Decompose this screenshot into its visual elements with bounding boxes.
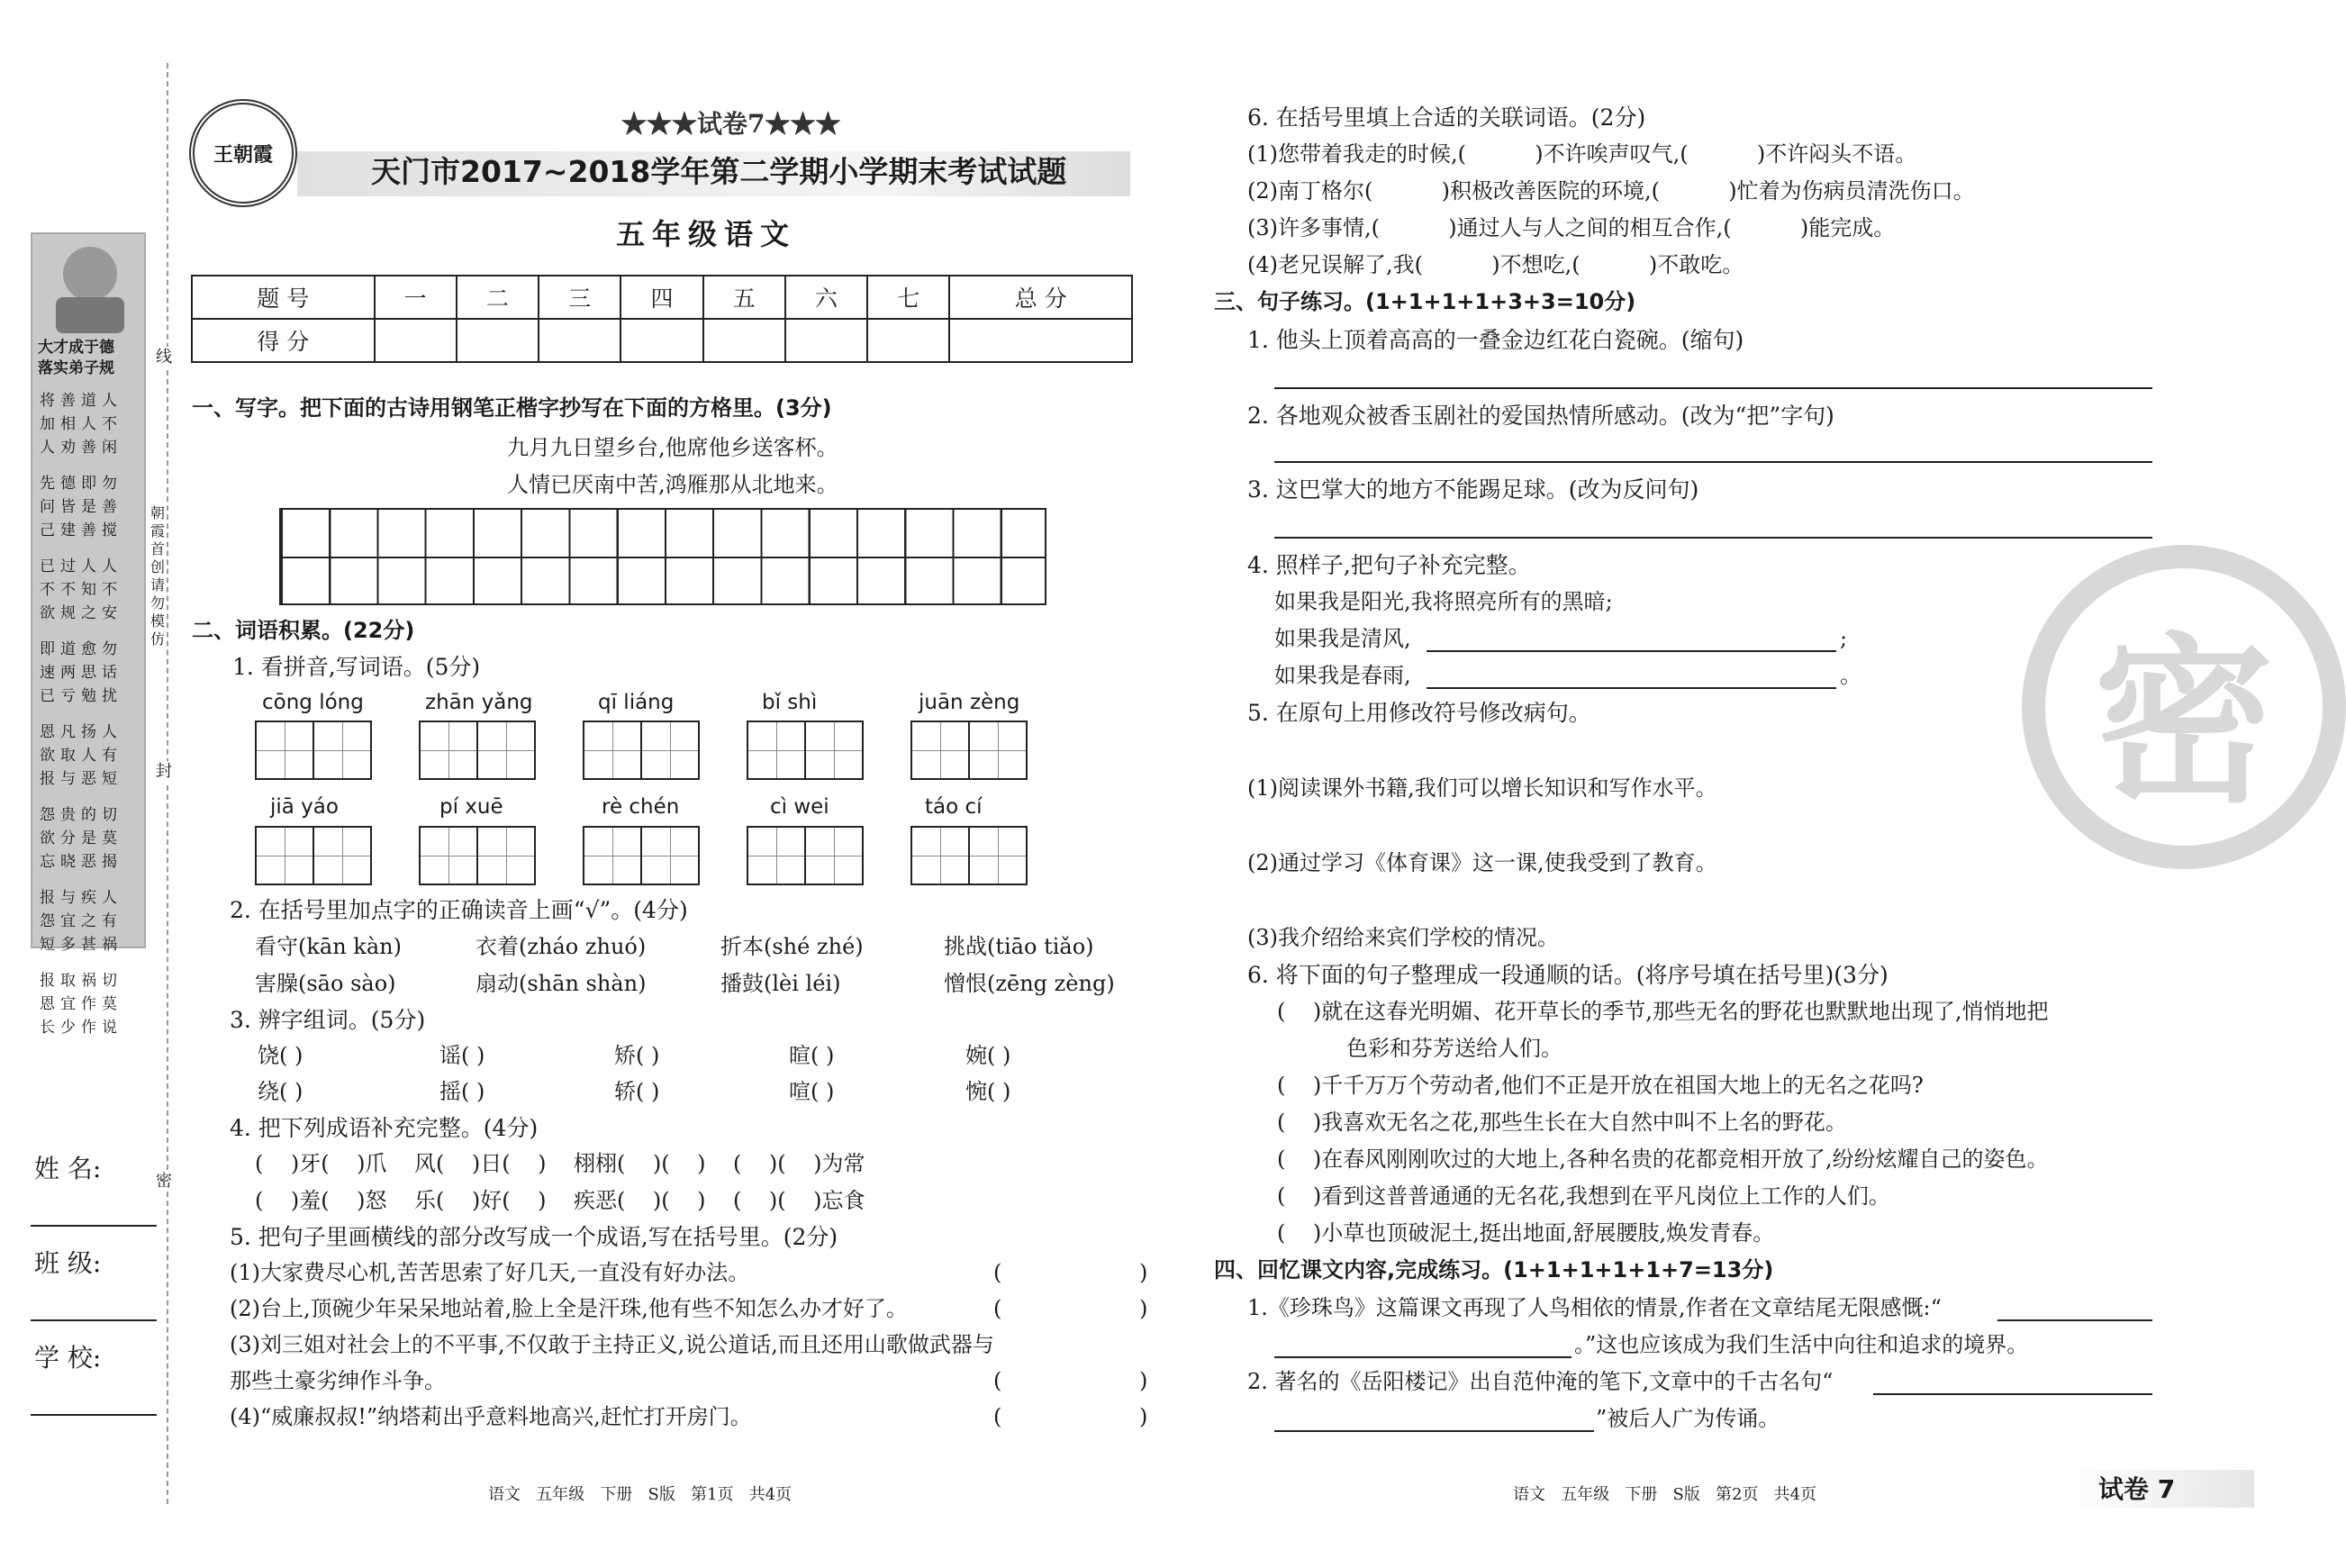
class-field[interactable] <box>31 1319 157 1321</box>
answer-line[interactable] <box>1274 537 2152 539</box>
s3-q4-example: 如果我是阳光,我将照亮所有的黑暗; <box>1274 589 1613 614</box>
q6-1[interactable]: (1)您带着我走的时候,( )不许唉声叹气,( )不许闷头不语。 <box>1247 141 1917 167</box>
pinyin-box[interactable] <box>255 826 370 885</box>
pinyin-box[interactable] <box>419 826 534 885</box>
char-item[interactable]: 饶( ) <box>258 1043 303 1068</box>
pinyin-box[interactable] <box>255 721 370 780</box>
pinyin: juān zèng <box>919 691 1020 714</box>
pinyin: bǐ shì <box>762 691 818 714</box>
reading-item[interactable]: 看守(kān kàn) <box>255 934 402 959</box>
poem-line-1: 九月九日望乡台,他席他乡送客杯。 <box>507 435 838 460</box>
q6-3[interactable]: (3)许多事情,( )通过人与人之间的相互合作,( )能完成。 <box>1247 215 1896 240</box>
footer-left: 语文 五年级 下册 S版 第1页 共4页 <box>488 1485 793 1504</box>
pinyin-box[interactable] <box>747 826 862 885</box>
order-item[interactable]: ( )就在这春光明媚、花开草长的季节,那些无名的野花也默默地出现了,悄悄地把 <box>1277 999 2049 1024</box>
s4-q1a: 1.《珍珠鸟》这篇课文再现了人鸟相依的情景,作者在文章结尾无限感慨:“ <box>1247 1295 1942 1320</box>
reading-item[interactable]: 折本(shé zhé) <box>720 934 864 959</box>
answer-paren[interactable]: ( ) <box>993 1404 1148 1429</box>
char-item[interactable]: 暄( ) <box>789 1043 835 1068</box>
school-field[interactable] <box>31 1414 157 1416</box>
pinyin: cì wei <box>770 795 829 819</box>
s2-q2: 2. 在括号里加点字的正确读音上画“√”。(4分) <box>230 897 688 923</box>
char-item[interactable]: 喧( ) <box>789 1079 835 1104</box>
s2-q4: 4. 把下列成语补充完整。(4分) <box>230 1115 539 1141</box>
pinyin: táo cí <box>925 795 983 819</box>
motto-1: 大才成于德 <box>38 339 114 357</box>
school-label: 学 校: <box>34 1343 102 1373</box>
copyright-note: 朝霞首创 请勿模仿 <box>150 504 166 648</box>
s3-q1: 1. 他头上顶着高高的一叠金边红花白瓷碗。(缩句) <box>1247 327 1744 353</box>
answer-line[interactable] <box>1274 1430 1594 1432</box>
reading-item[interactable]: 憎恨(zēng zèng) <box>944 971 1115 996</box>
pinyin-box[interactable] <box>583 721 698 780</box>
pinyin: qī liáng <box>598 691 675 714</box>
reading-item[interactable]: 衣着(zháo zhuó) <box>476 934 647 959</box>
punct: ; <box>1840 626 1848 651</box>
pinyin: pí xuē <box>439 795 503 819</box>
reading-item[interactable]: 播鼓(lèi léi) <box>720 971 841 996</box>
s4-title: 四、回忆课文内容,完成练习。(1+1+1+1+1+7=13分) <box>1214 1257 1774 1282</box>
answer-line[interactable] <box>1274 461 2152 463</box>
answer-line[interactable] <box>1274 387 2152 389</box>
q6-4[interactable]: (4)老兄误解了,我( )不想吃,( )不敢吃。 <box>1247 252 1744 277</box>
answer-line[interactable] <box>1427 650 1836 652</box>
score-table: 题 号 一 二 三 四 五 六 七 总 分 得 分 <box>191 275 1133 363</box>
s3-q5-3[interactable]: (3)我介绍给来宾们学校的情况。 <box>1247 925 1559 950</box>
s3-q5: 5. 在原句上用修改符号修改病句。 <box>1247 700 1591 726</box>
char-item[interactable]: 婉( ) <box>965 1043 1011 1068</box>
logo-seal: 王朝霞 <box>189 99 297 207</box>
s1-title: 一、写字。把下面的古诗用钢笔正楷字抄写在下面的方格里。(3分) <box>192 395 832 421</box>
char-item[interactable]: 轿( ) <box>614 1079 660 1104</box>
s2-q1: 1. 看拼音,写词语。(5分) <box>232 654 481 680</box>
s3-q4-a: 如果我是清风, <box>1274 626 1411 651</box>
s4-q2b: ”被后人广为传诵。 <box>1596 1406 1780 1431</box>
poem-line-2: 人情已厌南中苦,鸿雁那从北地来。 <box>507 472 838 497</box>
name-field[interactable] <box>31 1225 157 1227</box>
answer-line[interactable] <box>1997 1319 2152 1321</box>
answer-line[interactable] <box>1873 1393 2152 1395</box>
order-item-cont: 色彩和芬芳送给人们。 <box>1346 1036 1562 1061</box>
pinyin-box[interactable] <box>583 826 698 885</box>
char-item[interactable]: 谣( ) <box>439 1043 485 1068</box>
pinyin-box[interactable] <box>747 721 862 780</box>
fold-label-feng: 封 <box>156 762 172 781</box>
s2-q5: 5. 把句子里画横线的部分改写成一个成语,写在括号里。(2分) <box>230 1224 838 1250</box>
cartoon-figure <box>63 247 117 301</box>
idiom-row-2[interactable]: ( )羞( )怒 乐( )好( ) 疾恶( )( ) ( )( )忘食 <box>255 1188 865 1213</box>
q5-1: (1)大家费尽心机,苦苦思索了好几天,一直没有好办法。 <box>230 1260 750 1285</box>
pinyin: jiā yáo <box>270 795 339 819</box>
order-item[interactable]: ( )看到这普普通通的无名花,我想到在平凡岗位上工作的人们。 <box>1277 1183 1890 1209</box>
pinyin-box[interactable] <box>419 721 534 780</box>
s2-q3: 3. 辨字组词。(5分) <box>230 1007 426 1033</box>
char-item[interactable]: 绕( ) <box>258 1079 303 1104</box>
s4-q1b: 。”这也应该成为我们生活中向往和追求的境界。 <box>1574 1332 2029 1357</box>
pinyin-box[interactable] <box>910 721 1026 780</box>
answer-line[interactable] <box>1274 1356 1572 1358</box>
pinyin: zhān yǎng <box>425 691 533 714</box>
reading-item[interactable]: 挑战(tiāo tiǎo) <box>944 934 1094 959</box>
s3-q3: 3. 这巴掌大的地方不能踢足球。(改为反问句) <box>1247 476 1699 503</box>
order-item[interactable]: ( )小草也顶破泥土,挺出地面,舒展腰肢,焕发青春。 <box>1277 1220 1775 1246</box>
q5-2: (2)台上,顶碗少年呆呆地站着,脸上全是汗珠,他有些不知怎么办才好了。 <box>230 1296 908 1321</box>
fold-label-xian: 线 <box>156 348 172 367</box>
pinyin: cōng lóng <box>262 691 364 714</box>
order-item[interactable]: ( )在春风刚刚吹过的大地上,各种名贵的花都竞相开放了,纷纷炫耀自己的姿色。 <box>1277 1147 2049 1172</box>
order-item[interactable]: ( )我喜欢无名之花,那些生长在大自然中叫不上名的野花。 <box>1277 1110 1847 1135</box>
answer-line[interactable] <box>1427 687 1836 689</box>
motto-lines: 将善道人 加相人不 人劝善闲 先德即勿 问皆是善 己建善搅 已过人人 不不知不 欲规之安 即道愈勿 速两思话 已亏勉扰 恩凡扬人 欲取人有 报与恶短 怨贵的切 欲分是莫 忘晓恶揭 报与疾人 怨宜之有 短多甚祸 报取祸切 恩宜作莫 长少作说 <box>40 392 122 1037</box>
secret-stamp-icon: 密 <box>2022 545 2346 869</box>
motto-2: 落实弟子规 <box>38 359 114 377</box>
order-item[interactable]: ( )千千万万个劳动者,他们不正是开放在祖国大地上的无名之花吗? <box>1277 1073 1924 1098</box>
char-item[interactable]: 矫( ) <box>614 1043 660 1068</box>
s3-q6: 6. 将下面的句子整理成一段通顺的话。(将序号填在括号里)(3分) <box>1247 962 1889 988</box>
s3-q4-b: 如果我是春雨, <box>1274 663 1411 688</box>
s3-q5-1[interactable]: (1)阅读课外书籍,我们可以增长知识和写作水平。 <box>1247 775 1717 801</box>
q6-2[interactable]: (2)南丁格尔( )积极改善医院的环境,( )忙着为伤病员清洗伤口。 <box>1247 178 1975 204</box>
q5-3a: (3)刘三姐对社会上的不平事,不仅敢于主持正义,说公道话,而且还用山歌做武器与 <box>230 1332 994 1357</box>
s2-title: 二、词语积累。(22分) <box>192 618 415 643</box>
char-item[interactable]: 摇( ) <box>439 1079 485 1104</box>
s4-q2a: 2. 著名的《岳阳楼记》出自范仲淹的笔下,文章中的千古名句“ <box>1247 1369 1834 1394</box>
footer-right: 语文 五年级 下册 S版 第2页 共4页 <box>1513 1485 1817 1504</box>
writing-grid[interactable] <box>279 508 1046 605</box>
paper-badge: 试卷 7 <box>2098 1474 2176 1504</box>
answer-paren[interactable]: ( ) <box>993 1296 1148 1321</box>
fold-label-mi: 密 <box>156 1172 172 1191</box>
subject-title: 五年级语文 <box>616 217 797 251</box>
reading-item[interactable]: 扇动(shān shàn) <box>476 971 647 996</box>
pinyin: rè chén <box>602 795 680 819</box>
s3-q5-2[interactable]: (2)通过学习《体育课》这一课,使我受到了教育。 <box>1247 850 1717 875</box>
punct: 。 <box>1840 663 1861 688</box>
s3-q2: 2. 各地观众被香玉剧社的爱国热情所感动。(改为“把”字句) <box>1247 403 1834 429</box>
q5-4: (4)“威廉叔叔!”纳塔莉出乎意料地高兴,赶忙打开房门。 <box>230 1404 752 1429</box>
pinyin-box[interactable] <box>910 826 1026 885</box>
reading-item[interactable]: 害臊(sāo sào) <box>255 971 396 996</box>
answer-paren[interactable]: ( ) <box>993 1260 1148 1285</box>
s2b-q6: 6. 在括号里填上合适的关联词语。(2分) <box>1247 104 1646 131</box>
s3-q4: 4. 照样子,把句子补充完整。 <box>1247 552 1531 578</box>
idiom-row-1[interactable]: ( )牙( )爪 风( )日( ) 栩栩( )( ) ( )( )为常 <box>255 1151 865 1176</box>
series-label: ★★★试卷7★★★ <box>621 109 841 139</box>
s3-title: 三、句子练习。(1+1+1+1+3+3=10分) <box>1214 289 1636 314</box>
q5-3b: 那些土豪劣绅作斗争。 <box>230 1368 446 1393</box>
exam-title: 天门市2017~2018学年第二学期小学期末考试试题 <box>371 154 1067 189</box>
fold-line <box>167 63 168 1504</box>
sidebar-panel <box>31 232 146 1037</box>
name-label: 姓 名: <box>34 1154 102 1183</box>
class-label: 班 级: <box>34 1248 102 1278</box>
answer-paren[interactable]: ( ) <box>993 1368 1148 1393</box>
char-item[interactable]: 惋( ) <box>965 1079 1011 1104</box>
